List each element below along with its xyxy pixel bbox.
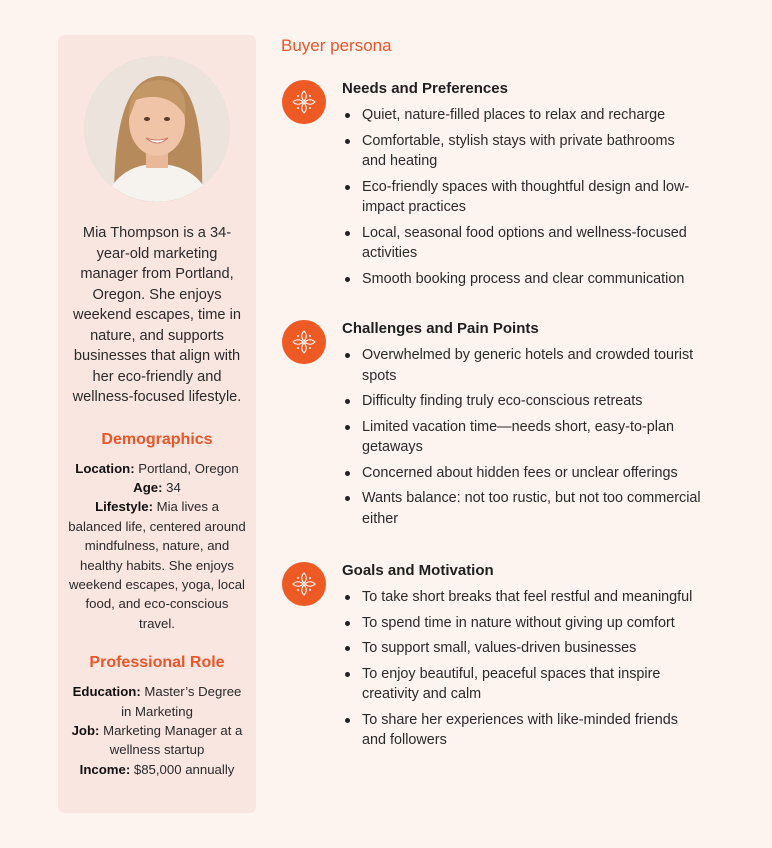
list-item: Limited vacation time—needs short, easy-to-plan getaways: [342, 417, 702, 458]
section-list: [342, 587, 702, 756]
list-item: Eco-friendly spaces with thoughtful design and low-impact practices: [342, 177, 702, 218]
list-item: To spend time in nature without giving up comfort: [342, 613, 702, 634]
income-value: $85,000 annually: [130, 761, 235, 777]
list-item: To enjoy beautiful, peaceful spaces that inspire creativity and calm: [342, 664, 702, 705]
flower-icon: [282, 562, 326, 606]
persona-sidebar: [58, 35, 256, 813]
list-item: To support small, values-driven businesses: [342, 638, 702, 659]
persona-photo: [84, 56, 230, 202]
professional-facts: [68, 682, 246, 779]
section-list: [342, 345, 702, 534]
persona-bio: Mia Thompson is a 34-year-old marketing manager from Portland, Oregon. She enjoys weekend escapes, time in nature, and supports businesses that align with her eco-friendly and wellness-focused lifestyle.: [72, 225, 242, 405]
flower-icon: [282, 80, 326, 124]
lifestyle-label: Lifestyle:: [95, 499, 153, 515]
section-title: Goals and Motivation: [342, 562, 494, 579]
list-item: Difficulty finding truly eco-conscious retreats: [342, 391, 702, 412]
job-label: Job:: [71, 722, 100, 738]
income-fact: [68, 760, 246, 779]
demographics-heading: Demographics: [101, 430, 213, 448]
list-item: Smooth booking process and clear communication: [342, 269, 702, 290]
age-label: Age:: [133, 479, 163, 495]
education-fact: [68, 682, 246, 721]
list-item: Comfortable, stylish stays with private bathrooms and heating: [342, 131, 702, 172]
list-item: To take short breaks that feel restful and meaningful: [342, 587, 702, 608]
flower-icon: [282, 320, 326, 364]
list-item: Concerned about hidden fees or unclear offerings: [342, 463, 702, 484]
job-fact: [68, 721, 246, 760]
avatar: [84, 56, 230, 202]
age-value: 34: [162, 479, 181, 495]
list-item: Wants balance: not too rustic, but not too commercial either: [342, 488, 702, 529]
education-label: Education:: [72, 684, 141, 700]
list-item: Overwhelmed by generic hotels and crowded tourist spots: [342, 345, 702, 386]
professional-role-heading: Professional Role: [89, 654, 225, 672]
income-label: Income:: [79, 761, 131, 777]
location-fact: [68, 459, 246, 478]
section-title: Challenges and Pain Points: [342, 320, 539, 337]
location-label: Location:: [75, 460, 135, 476]
list-item: Local, seasonal food options and wellness-focused activities: [342, 223, 702, 264]
demographics-facts: [68, 459, 246, 634]
section-list: [342, 105, 702, 294]
list-item: Quiet, nature-filled places to relax and recharge: [342, 105, 702, 126]
education-value: Master’s Degree in Marketing: [121, 684, 242, 719]
list-item: To share her experiences with like-minded friends and followers: [342, 710, 702, 751]
job-value: Marketing Manager at a wellness startup: [99, 722, 243, 758]
location-value: Portland, Oregon: [134, 460, 239, 476]
lifestyle-fact: [68, 497, 246, 633]
page-title: Buyer persona: [281, 36, 392, 55]
section-title: Needs and Preferences: [342, 80, 508, 97]
lifestyle-value: Mia lives a balanced life, centered around mindfulness, nature, and healthy habits. She enjoys weekend escapes, yoga, local food, and eco-conscious travel.: [68, 499, 246, 631]
age-fact: [68, 478, 246, 497]
